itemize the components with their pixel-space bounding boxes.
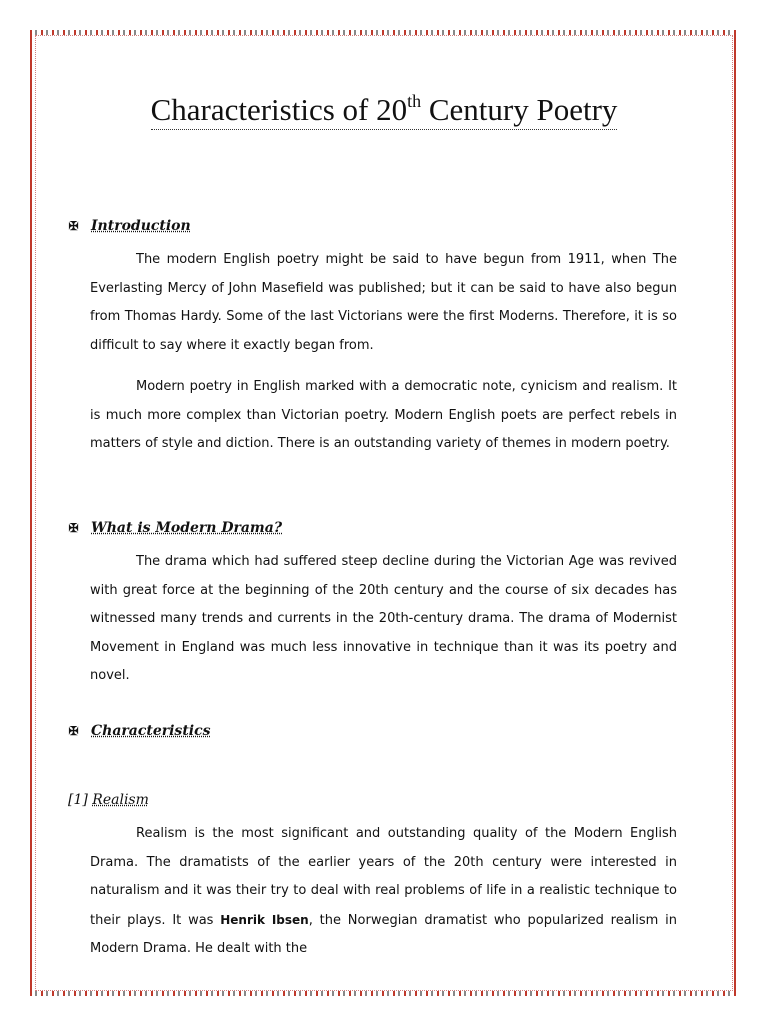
section-heading-characteristics	[68, 723, 211, 739]
drama-paragraph-1: The drama which had suffered steep decline during the Victorian Age was revived with great force at the beginning of the 20th century and the course of six decades has witnessed many trends and currents in the 20th-century drama. The drama of Modernist Movement in England was much less innovative in technique than it was its poetry and novel.	[90, 554, 677, 684]
intro-paragraph-1: The modern English poetry might be said to have begun from 1911, when The Everlasting Mercy of John Masefield was published; but it can be said to have also begun from Thomas Hardy. Some of the last Victorians were the first Moderns. Therefore, it is so difficult to say where it exactly began from.	[90, 252, 677, 353]
heading-label: Introduction	[91, 218, 191, 234]
cross-bullet-icon: ✠	[68, 520, 79, 535]
cross-bullet-icon: ✠	[68, 723, 79, 738]
bold-name: Henrik Ibsen	[220, 912, 309, 927]
cross-bullet-icon: ✠	[68, 218, 79, 233]
heading-label: What is Modern Drama?	[91, 520, 283, 536]
intro-paragraph-2: Modern poetry in English marked with a democratic note, cynicism and realism. It is much more complex than Victorian poetry. Modern English poets are perfect rebels in matters of style and diction. There is an outstanding variety of themes in modern poetry.	[90, 379, 677, 452]
section-heading-introduction	[68, 218, 191, 234]
section-heading-modern-drama	[68, 520, 282, 536]
subheading-label: Realism	[92, 792, 149, 808]
page-title: Characteristics of 20th Century Poetry	[0, 92, 768, 128]
subheading-number: [1]	[68, 792, 88, 808]
realism-paragraph: Realism is the most significant and outstanding quality of the Modern English Drama. The dramatists of the earlier years of the 20th century were interested in naturalism and it was their try to deal with real problems of life in a realistic technique to their plays. It was Henrik Ibsen, the Norwegian dramatist who popularized realism in Modern Drama. He dealt with the	[90, 826, 677, 957]
subheading-realism	[68, 792, 149, 808]
heading-label: Characteristics	[91, 723, 211, 739]
